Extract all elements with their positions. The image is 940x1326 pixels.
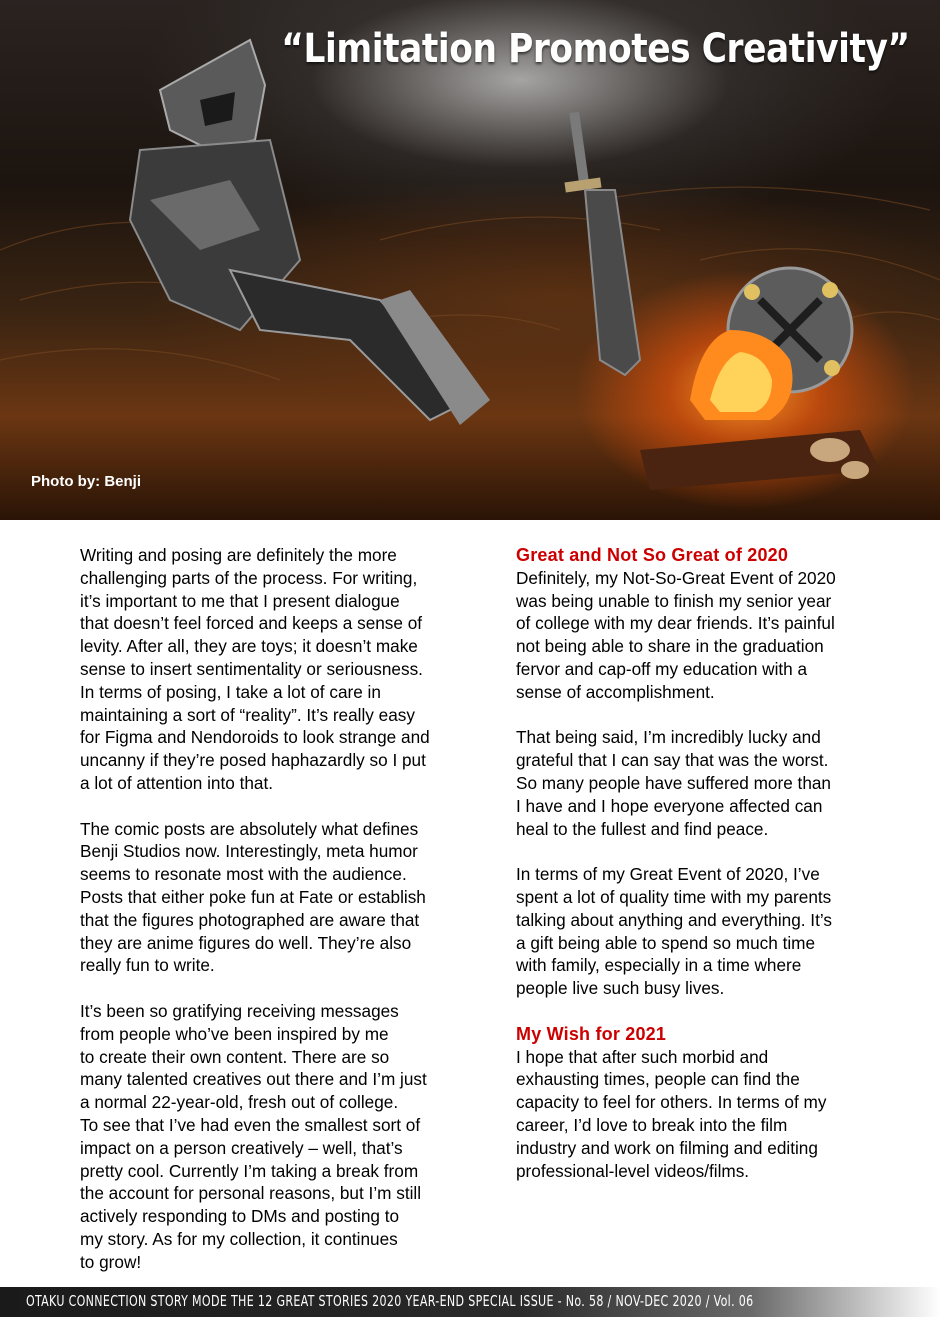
- body-paragraph: That being said, I’m incredibly lucky and grateful that I can say that was the worst. So many people have suffered more than I have and I hope everyone affected can heal to the fullest and find peace.: [516, 727, 831, 839]
- body-paragraph: Definitely, my Not-So-Great Event of 2020 was being unable to finish my senior year of college with my dear friends. It’s painful not being able to share in the graduation fervor and cap-off my education with a sense of accomplishment.: [516, 567, 836, 702]
- hero-photo: [0, 0, 940, 520]
- footer-bar: [0, 1287, 940, 1317]
- body-paragraph: The comic posts are absolutely what defines Benji Studios now. Interestingly, meta humor seems to resonate most with the audience. Posts that either poke fun at Fate or establish that the figures photographed are aware that they are anime figures do well. They’re also really fun to write.: [80, 818, 426, 976]
- hero-illustration: [0, 0, 940, 520]
- body-paragraph: In terms of my Great Event of 2020, I’ve spent a lot of quality time with my parents talking about anything and everything. It’s a gift being able to spend so much time with family, especially in a time where people live such busy lives.: [516, 864, 832, 999]
- body-paragraph: It’s been so gratifying receiving messages from people who’ve been inspired by me to create their own content. There are so many talented creatives out there and I’m just a normal 22-year-old, fresh out of college. To see that I’ve had even the smallest sort of impact on a person creatively – well, that’s pretty cool. Currently I’m taking a break from the account for personal reasons, but I’m still actively responding to DMs and posting to my story. As for my collection, it continues to grow!: [80, 1000, 427, 1272]
- right-column: [516, 544, 886, 1205]
- left-column: [80, 544, 480, 1296]
- knight-figure: [130, 40, 490, 425]
- section-heading: Great and Not So Great of 2020: [516, 545, 789, 565]
- section-heading: My Wish for 2021: [516, 1023, 667, 1044]
- body-paragraph: Writing and posing are definitely the more challenging parts of the process. For writing, it’s important to me that I present dialogue that doesn’t feel forced and keeps a sense of levity. After all, they are toys; it doesn’t make sense to insert sentimentality or seriousness. In terms of posing, I take a lot of care in maintaining a sort of “reality”. It’s really easy for Figma and Nendoroids to look strange and uncanny if they’re posed haphazardly so I put a lot of attention into that.: [80, 545, 430, 793]
- body-paragraph: I hope that after such morbid and exhausting times, people can find the capacity to feel for others. In terms of my career, I’d love to break into the film industry and work on filming and editing professional-level videos/films.: [516, 1046, 827, 1181]
- article-title: “Limitation Promotes Creativity”: [281, 26, 910, 72]
- sword: [564, 112, 640, 375]
- photo-credit: Photo by: Benji: [31, 473, 141, 490]
- footer-text: OTAKU CONNECTION STORY MODE THE 12 GREAT STORIES 2020 YEAR-END SPECIAL ISSUE - No. 58 / NOV-DEC 2020 / Vol. 06: [26, 1292, 754, 1310]
